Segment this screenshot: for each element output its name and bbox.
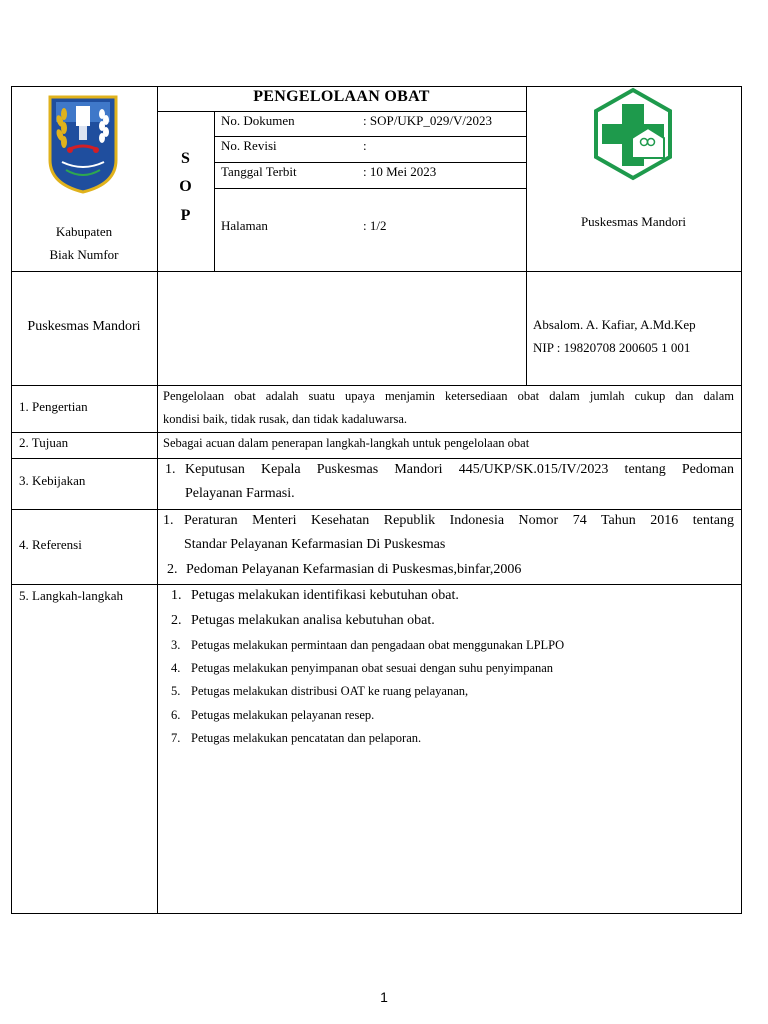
- tujuan-text: Sebagai acuan dalam penerapan langkah-langkah untuk pengelolaan obat: [163, 436, 530, 450]
- border-field-3: [214, 188, 526, 189]
- kebijakan-line-1: Keputusan Kepala Puskesmas Mandori 445/UKP/SK.015/IV/2023 tentang Pedoman: [185, 462, 734, 477]
- sop-letter-p: P: [180, 207, 191, 224]
- step-number: 5.: [171, 684, 181, 698]
- sop-letter-s: S: [181, 150, 190, 167]
- section-label-kebijakan: 3. Kebijakan: [19, 473, 86, 488]
- page-number: 1: [380, 989, 388, 1005]
- border-right: [741, 86, 742, 914]
- field-value-tanggal-terbit: : 10 Mei 2023: [363, 164, 437, 179]
- step-item: [171, 612, 435, 629]
- border-title-bottom: [157, 111, 526, 112]
- step-item: [171, 660, 553, 676]
- step-number: 1.: [171, 588, 182, 603]
- step-number: 4.: [171, 661, 181, 675]
- step-text: Petugas melakukan pencatatan dan pelaporan.: [191, 731, 422, 745]
- border-header-bottom: [11, 271, 742, 272]
- signature-org: Puskesmas Mandori: [27, 319, 141, 334]
- step-text: Petugas melakukan pelayanan resep.: [191, 708, 375, 722]
- field-value-no-revisi: :: [363, 138, 367, 153]
- border-field-1: [214, 136, 526, 137]
- referensi-item-2-text: Pedoman Pelayanan Kefarmasian di Puskesmas,binfar,2006: [186, 562, 522, 577]
- field-label-halaman: Halaman: [221, 218, 268, 233]
- kabupaten-crest-icon: [46, 92, 120, 195]
- border-bottom: [11, 913, 742, 914]
- signatory-nip: NIP : 19820708 200605 1 001: [533, 340, 691, 355]
- step-text: Petugas melakukan permintaan dan pengadaan obat menggunakan LPLPO: [191, 638, 565, 652]
- step-number: 6.: [171, 708, 181, 722]
- border-pengertian-bottom: [11, 432, 742, 433]
- border-kebijakan-bottom: [11, 509, 742, 510]
- border-left: [11, 86, 12, 914]
- field-label-no-dokumen: No. Dokumen: [221, 113, 295, 128]
- header-org-name: Puskesmas Mandori: [580, 214, 687, 229]
- kebijakan-num: 1.: [165, 462, 176, 477]
- field-value-halaman: : 1/2: [363, 218, 387, 233]
- step-item: [171, 683, 468, 699]
- referensi-item-1-line-2: Standar Pelayanan Kefarmasian Di Puskesmas: [184, 537, 446, 552]
- document-title: PENGELOLAAN OBAT: [253, 88, 430, 105]
- border-signature-bottom: [11, 385, 742, 386]
- sop-letter-o: O: [179, 178, 192, 195]
- step-number: 2.: [171, 613, 182, 628]
- signatory-name: Absalom. A. Kafiar, A.Md.Kep: [533, 317, 696, 332]
- step-item: [171, 587, 459, 604]
- step-text: Petugas melakukan identifikasi kebutuhan obat.: [191, 588, 459, 603]
- section-label-pengertian: 1. Pengertian: [19, 399, 88, 414]
- region-line-2: Biak Numfor: [49, 247, 119, 262]
- referensi-item-2-num: 2.: [167, 562, 178, 577]
- section-label-langkah: 5. Langkah-langkah: [19, 588, 123, 603]
- step-number: 3.: [171, 638, 181, 652]
- referensi-item-1-num: 1.: [163, 513, 174, 528]
- step-number: 7.: [171, 731, 181, 745]
- field-label-no-revisi: No. Revisi: [221, 138, 277, 153]
- region-line-1: Kabupaten: [55, 224, 113, 239]
- step-item: [171, 707, 374, 723]
- step-item: [171, 730, 421, 746]
- section-label-tujuan: 2. Tujuan: [19, 435, 69, 450]
- step-item: [171, 637, 564, 653]
- border-col-right: [526, 86, 527, 386]
- border-col-sop: [214, 111, 215, 272]
- border-tujuan-bottom: [11, 458, 742, 459]
- step-text: Petugas melakukan penyimpanan obat sesuai dengan suhu penyimpanan: [191, 661, 554, 675]
- border-field-2: [214, 162, 526, 163]
- step-text: Petugas melakukan analisa kebutuhan obat.: [191, 613, 435, 628]
- field-label-tanggal-terbit: Tanggal Terbit: [221, 164, 297, 179]
- field-value-no-dokumen: : SOP/UKP_029/V/2023: [363, 113, 492, 128]
- pengertian-line-2: kondisi baik, tidak rusak, dan tidak kadaluwarsa.: [163, 412, 408, 426]
- border-referensi-bottom: [11, 584, 742, 585]
- pengertian-line-1: Pengelolaan obat adalah suatu upaya menjamin ketersediaan obat dalam jumlah cukup dan dalam: [163, 389, 734, 403]
- step-text: Petugas melakukan distribusi OAT ke ruang pelayanan,: [191, 684, 469, 698]
- kebijakan-line-2: Pelayanan Farmasi.: [185, 486, 295, 501]
- referensi-item-1-line-1: Peraturan Menteri Kesehatan Republik Indonesia Nomor 74 Tahun 2016 tentang: [184, 513, 734, 528]
- section-label-referensi: 4. Referensi: [19, 537, 82, 552]
- puskesmas-logo-icon: [586, 86, 680, 184]
